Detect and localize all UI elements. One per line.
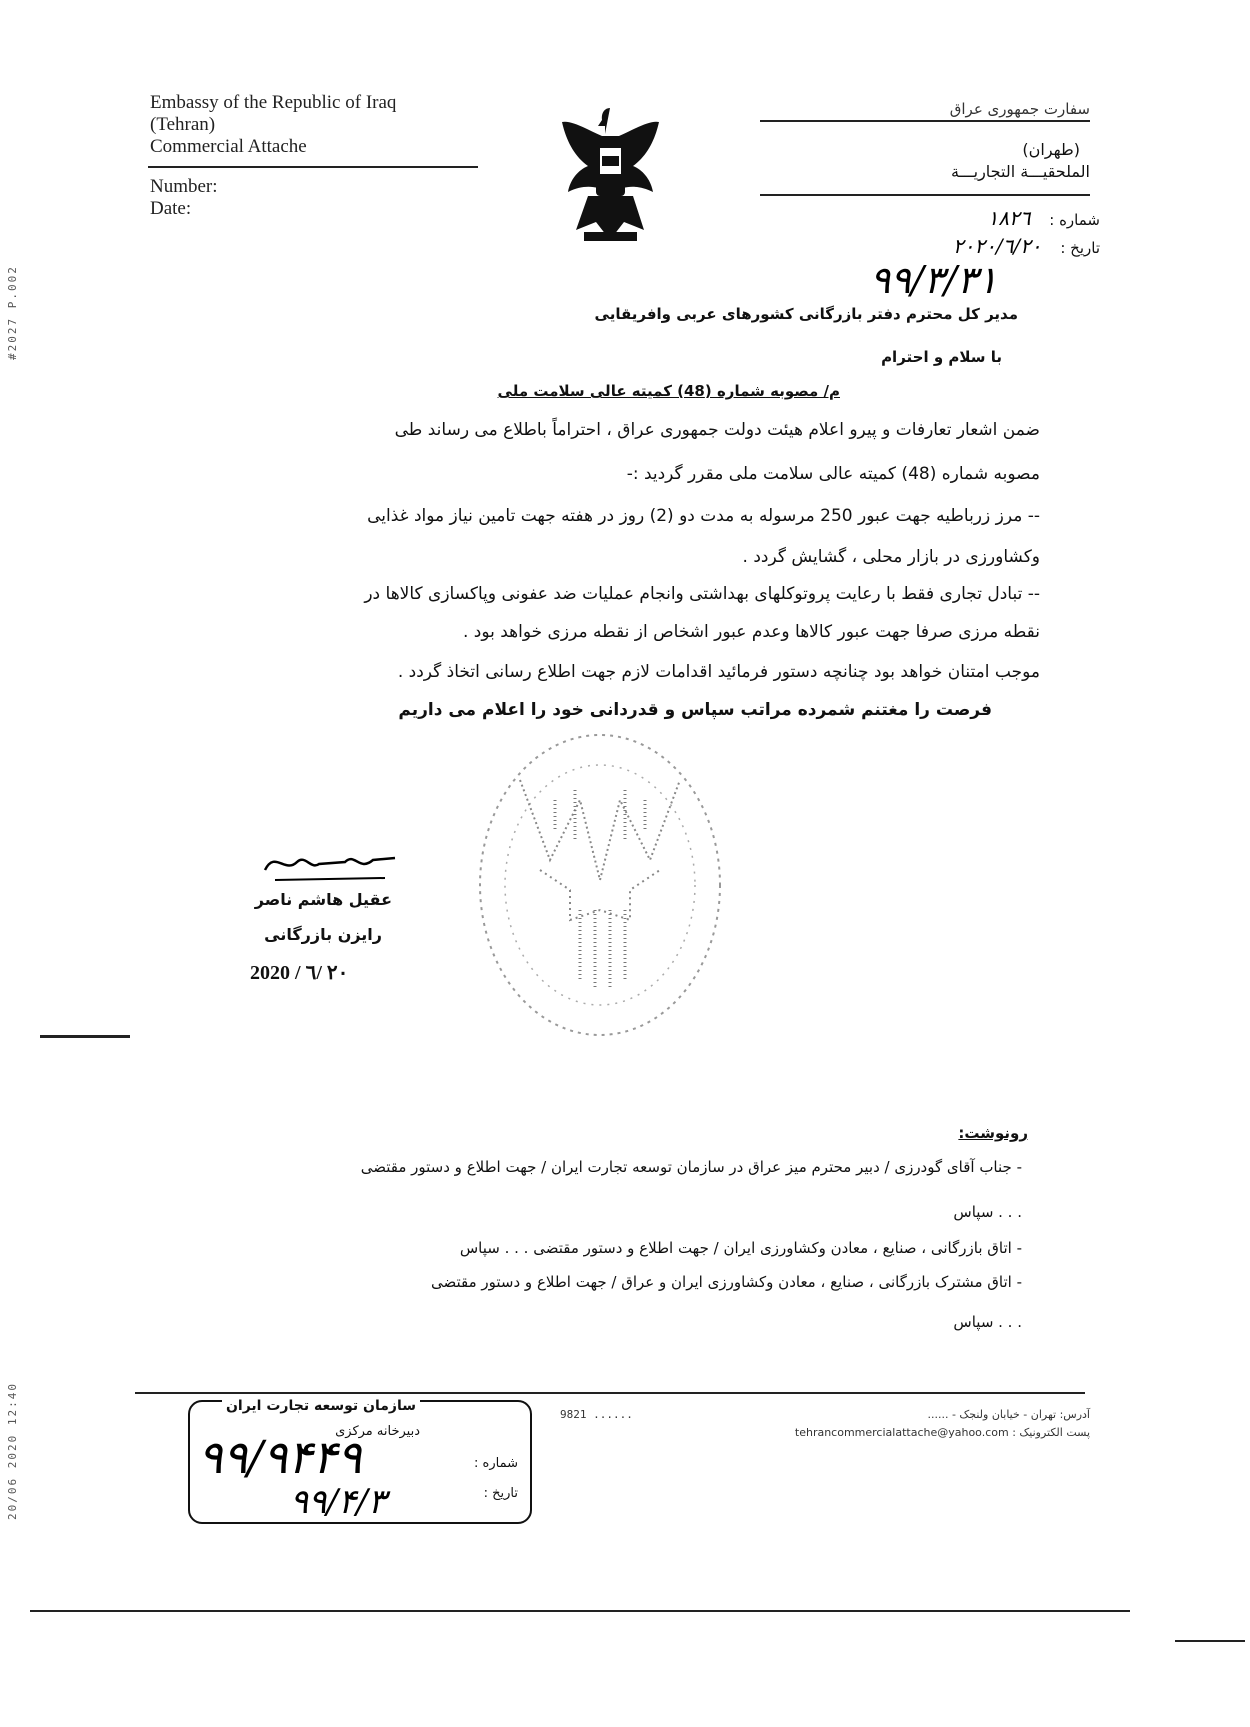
letterhead-rule-left [148, 166, 478, 168]
footer-phone: 9821 ...... [560, 1408, 633, 1421]
closing-thanks: فرصت را مغتنم شمرده مراتب سپاس و قدردانی خود را اعلام می داريم [398, 700, 992, 720]
fax-header-stamp: #2027 P.002 [6, 265, 19, 360]
date-label-en: Date: [150, 198, 192, 219]
embassy-name-en: Embassy of the Republic of Iraq [150, 92, 397, 113]
stamp-number-label: شماره : [474, 1456, 518, 1471]
copy-item3-line2: . . . سپاس [953, 1313, 1022, 1331]
stamp-office: دبيرخانه مرکزی [335, 1424, 420, 1439]
footer-address: آدرس: تهران - خيابان ولنجک - ...... [927, 1408, 1090, 1421]
bullet1-line2: وکشاورزی در بازار محلی ، گشايش گردد . [742, 547, 1040, 567]
bullet2-line1: -- تبادل تجاری فقط با رعايت پروتوکلهای بهداشتی وانجام عمليات ضد عفونی وپاکسازی کالاها در [364, 584, 1040, 604]
copy-item1-line1: - جناب آقای گودرزی / دبير محترم ميز عراق در سازمان توسعه تجارت ايران / جهت اطلاع و دستور مقتضی [360, 1158, 1022, 1176]
copy-item1-line2: . . . سپاس [953, 1203, 1022, 1221]
copy-item3-line1: - اتاق مشترک بازرگانی ، صنايع ، معادن وکشاورزی ايران و عراق / جهت اطلاع و دستور مقتضی [430, 1273, 1022, 1291]
subject-line: م/ مصوبه شماره (48) کميته عالی سلامت ملی [497, 382, 840, 400]
letterhead-rule-right [760, 194, 1090, 196]
reference-en [150, 176, 218, 220]
date-fa [953, 234, 1100, 258]
seal-stamp-icon [460, 720, 740, 1050]
signatory-title: رايزن بازرگانی [264, 925, 382, 944]
department-en: Commercial Attache [150, 136, 307, 157]
department-fa: الملحقيـــة التجاريـــة [950, 162, 1090, 181]
recipient: مدير کل محترم دفتر بازرگانی کشورهای عربی وافريقايی [594, 305, 1018, 323]
fold-mark [40, 1035, 130, 1038]
page-edge-mark [1175, 1640, 1245, 1642]
coat-of-arms-emblem [558, 100, 663, 245]
paragraph1-line1: ضمن اشعار تعارفات و پيرو اعلام هيئت دولت جمهوری عراق ، احتراماً باطلاع می رساند طی [394, 420, 1040, 440]
stamp-org: سازمان توسعه تجارت ايران [222, 1398, 420, 1414]
bullet2-line2: نقطه مرزی صرفا جهت عبور کالاها وعدم عبور اشخاص از نقطه مرزی خواهد بود . [462, 622, 1040, 642]
paragraph1-line2: مصوبه شماره (48) کميته عالی سلامت ملی مقرر گرديد :- [626, 464, 1040, 484]
footer-rule [135, 1392, 1085, 1394]
stamp-date-value: ۹۹/۴/۳ [290, 1482, 386, 1522]
number-value-fa: ۱۸۲٦ [987, 206, 1031, 230]
copy-item2: - اتاق بازرگانی ، صنايع ، معادن وکشاورزی ايران / جهت اطلاع و دستور مقتضی . . . سپاس [459, 1239, 1022, 1257]
fax-footer-stamp: 20/06 2020 12:40 [6, 1382, 19, 1520]
city-en: (Tehran) [150, 114, 216, 135]
copies-heading: رونوشت: [958, 1124, 1028, 1142]
date-label-fa: تاريخ : [1060, 239, 1100, 257]
city-fa: (طهران) [1022, 140, 1080, 159]
official-seal [460, 720, 740, 1050]
bullet1-line1: -- مرز زرباطيه جهت عبور 250 مرسوله به مدت دو (2) روز در هفته جهت تامين نياز مواد غذايی [367, 506, 1040, 526]
signatory-date: 2020 / ٦/ ۲۰ [250, 962, 349, 984]
eagle-icon [558, 100, 663, 245]
signature [255, 840, 405, 885]
footer-email: پست الکترونيک : tehrancommercialattache@yahoo.com [794, 1426, 1090, 1439]
stamp-date-label: تاريخ : [483, 1486, 518, 1501]
receipt-stamp [188, 1400, 532, 1524]
greeting: با سلام و احترام [881, 348, 1002, 366]
date-value-fa: ۲۰۲۰/٦/۲۰ [952, 234, 1042, 258]
signature-icon [255, 840, 405, 885]
number-fa [988, 206, 1101, 230]
letterhead-rule-right-top [760, 120, 1090, 122]
signatory-name: عقيل هاشم ناصر [254, 890, 392, 909]
handwritten-receipt-date: ۹۹/۳/۳۱ [870, 258, 998, 302]
closing-request: موجب امتنان خواهد بود چنانچه دستور فرمائيد اقدامات لازم جهت اطلاع رسانی اتخاذ گردد . [397, 662, 1040, 682]
embassy-name-fa: سفارت جمهوری عراق [949, 100, 1090, 118]
number-label-en: Number: [150, 176, 218, 197]
number-label-fa: شماره : [1049, 211, 1100, 229]
letterhead-english [150, 92, 396, 158]
stamp-number-value: ۹۹/۹۴۴۹ [198, 1430, 362, 1484]
page-bottom-rule [30, 1610, 1130, 1612]
